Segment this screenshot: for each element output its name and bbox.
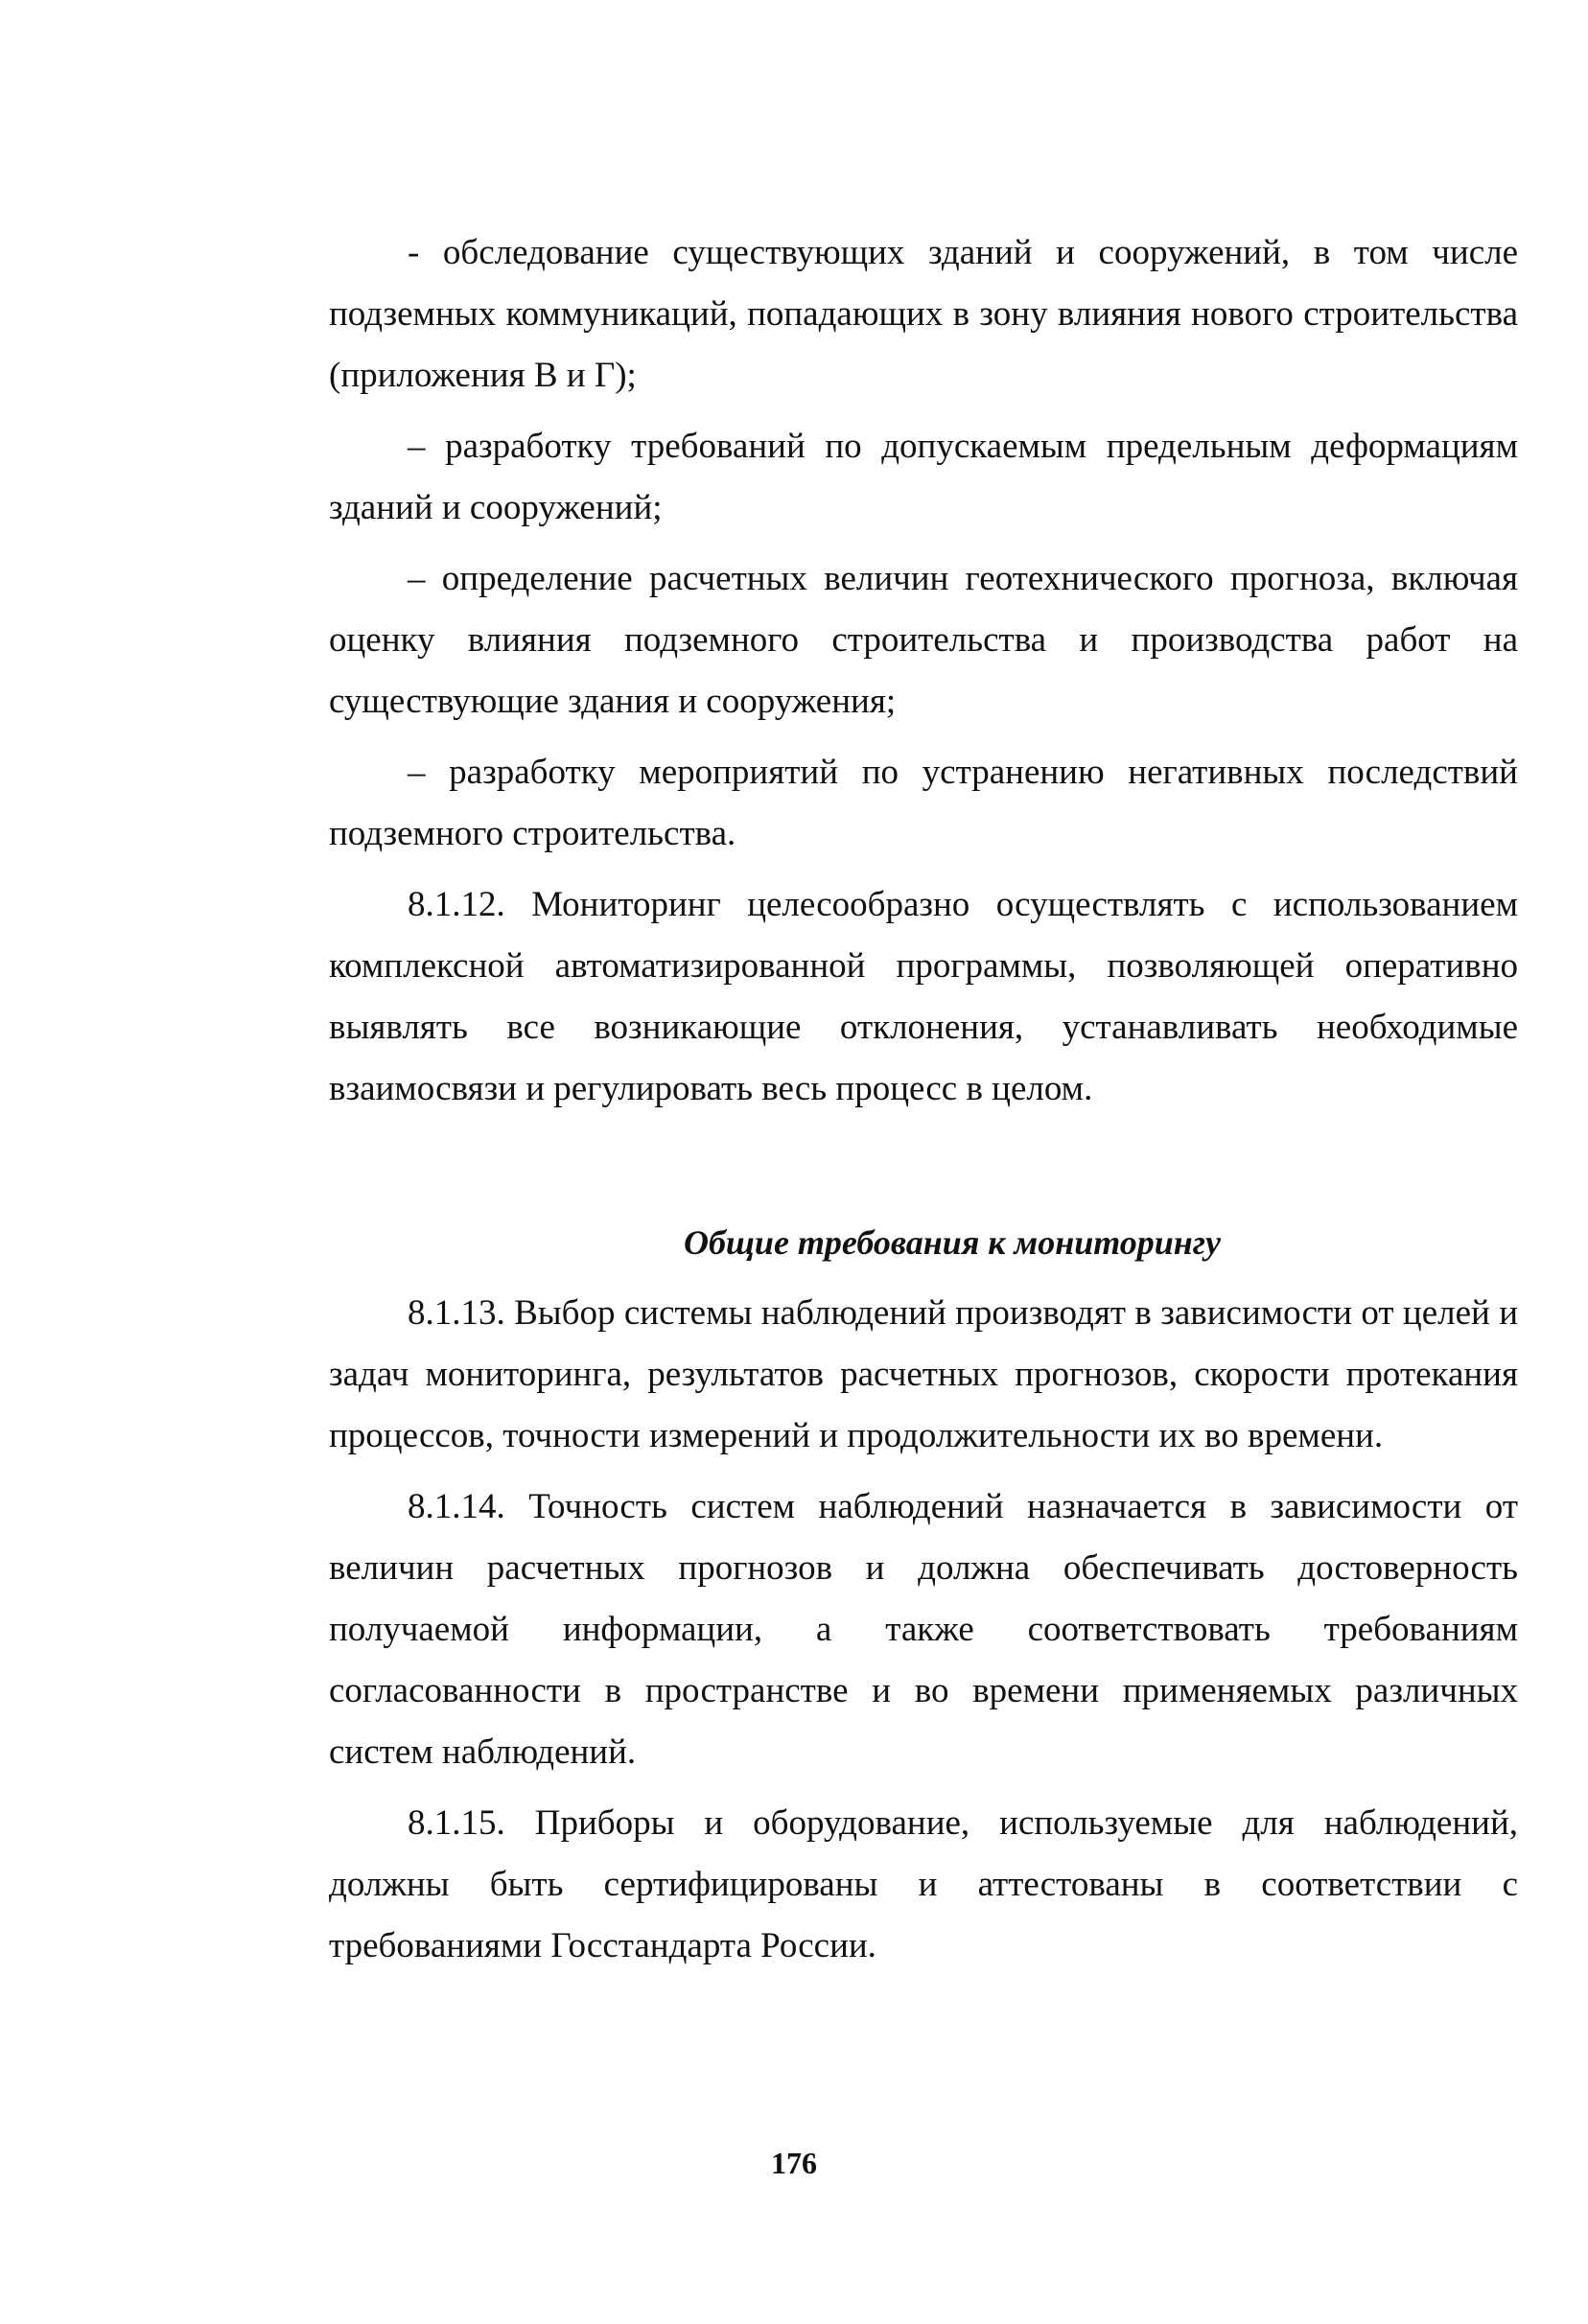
paragraph-geotechnical-forecast: – определение расчетных величин геотехнического прогноза, включая оценку влияния подземного строительства и производства работ на существующие здания и сооружения; xyxy=(329,559,1518,721)
paragraph-survey-existing-buildings: - обследование существующих зданий и сооружений, в том числе подземных коммуникаций, попадающих в зону влияния нового строительства (приложения В и Г); xyxy=(329,233,1518,395)
paragraph-8-1-15: 8.1.15. Приборы и оборудование, используемые для наблюдений, должны быть сертифицированы и аттестованы в соответствии с требованиями Госстандарта России. xyxy=(329,1803,1518,1965)
paragraph-8-1-14: 8.1.14. Точность систем наблюдений назначается в зависимости от величин расчетных прогнозов и должна обеспечивать достоверность получаемой информации, а также соответствовать требованиям согласованности в пространстве и во времени применяемых различных систем наблюдений. xyxy=(329,1487,1518,1772)
page-body xyxy=(329,222,1518,1987)
page-number: 176 xyxy=(771,2146,817,2180)
paragraph-deformation-requirements: – разработку требований по допускаемым предельным деформациям зданий и сооружений; xyxy=(329,427,1518,527)
paragraph-8-1-12: 8.1.12. Мониторинг целесообразно осуществлять с использованием комплексной автоматизированной программы, позволяющей оперативно выявлять все возникающие отклонения, устанавливать необходимые взаимосвязи и регулировать весь процесс в целом. xyxy=(329,885,1518,1108)
paragraph-negative-consequences: – разработку мероприятий по устранению негативных последствий подземного строительства. xyxy=(329,753,1518,853)
paragraph-8-1-13: 8.1.13. Выбор системы наблюдений производят в зависимости от целей и задач мониторинга, результатов расчетных прогнозов, скорости протекания процессов, точности измерений и продолжительности их во времени. xyxy=(329,1293,1518,1455)
section-heading: Общие требования к мониторингу xyxy=(683,1223,1222,1262)
